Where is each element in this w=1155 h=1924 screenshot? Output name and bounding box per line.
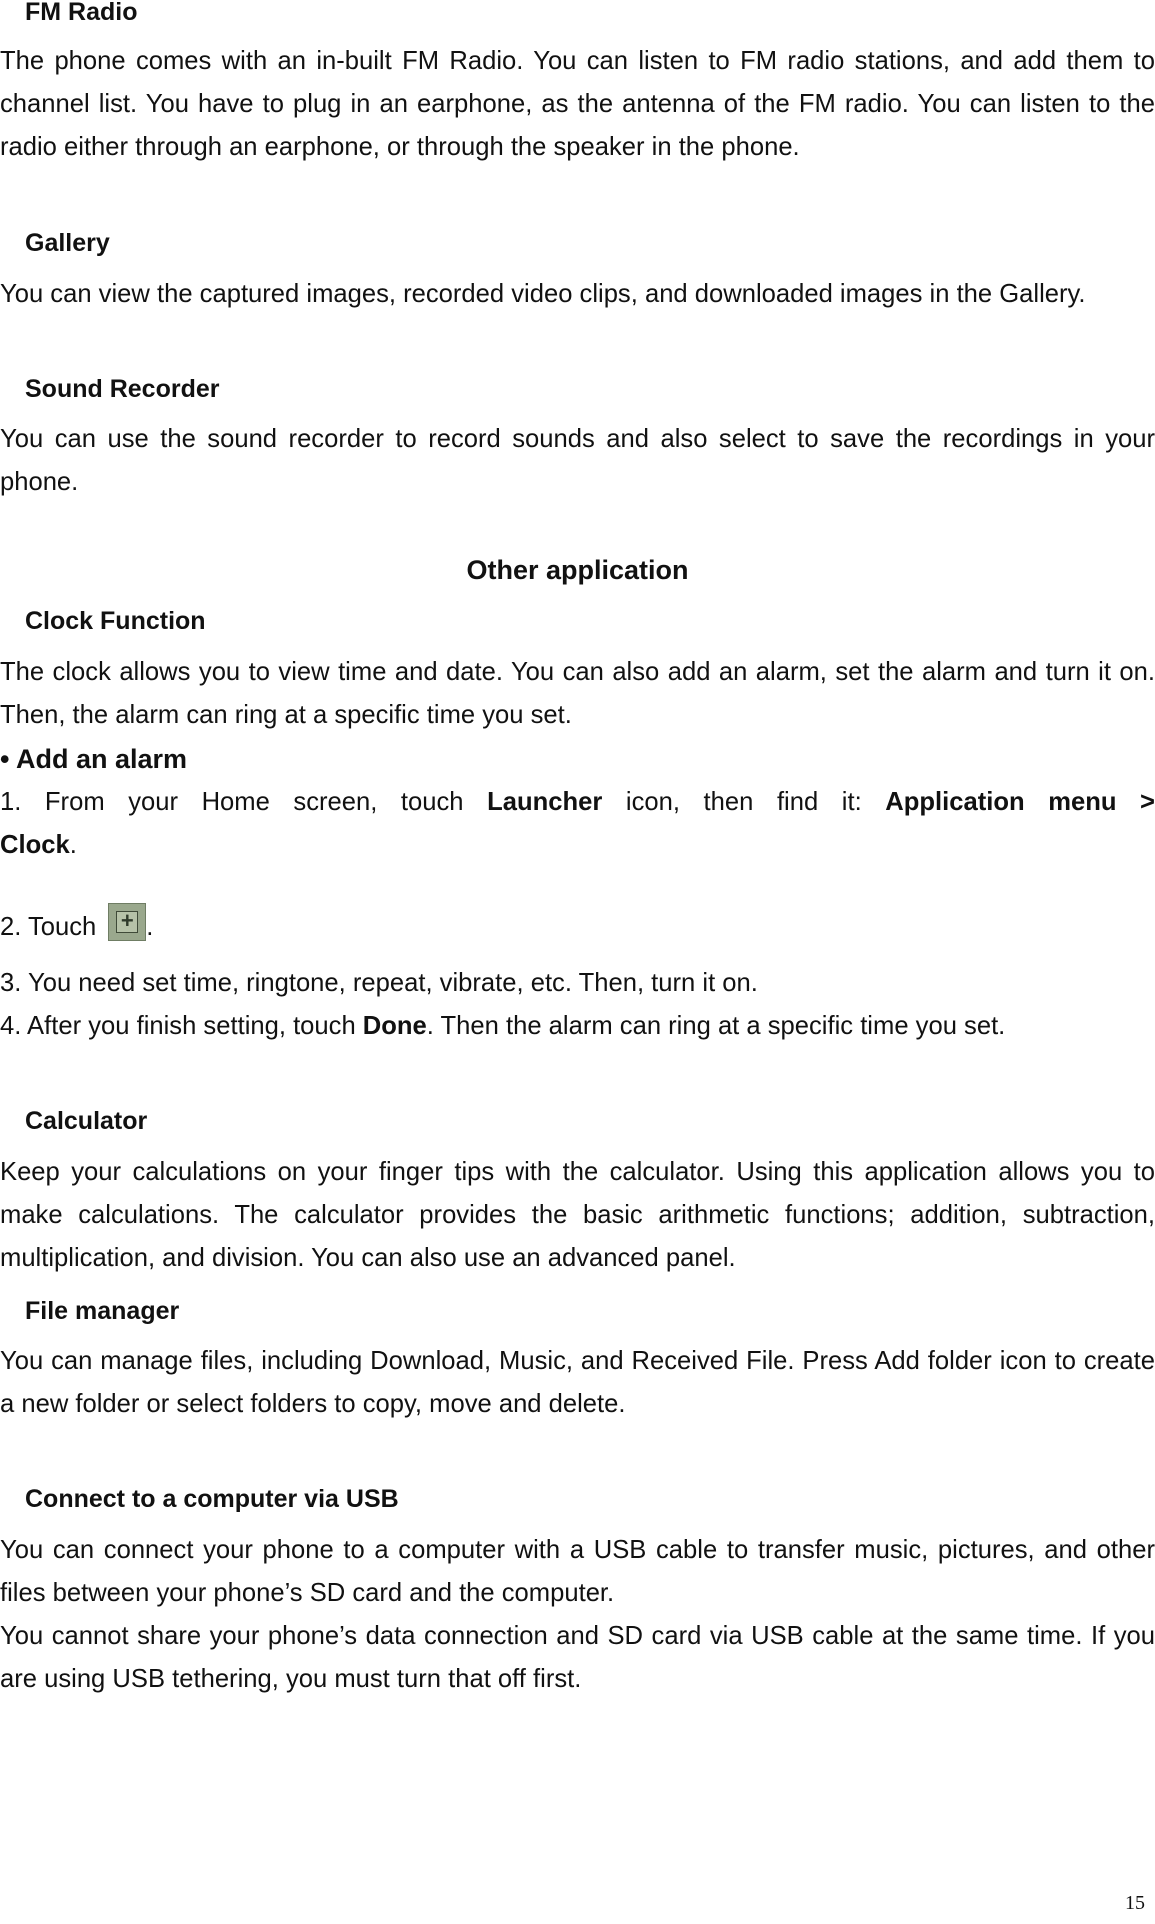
step1-menu: Application menu >: [885, 788, 1155, 816]
usb-heading: Connect to a computer via USB: [25, 1485, 399, 1513]
step4-end: . Then the alarm can ring at a specific time you set.: [426, 1012, 1006, 1040]
fm-radio-paragraph: The phone comes with an in-built FM Radio. You can listen to FM radio stations, and add them to channel list. You have to plug in an earphone, as the antenna of the FM radio. You can listen to the radio either through an earphone, or through the speaker in the phone.: [0, 47, 1155, 161]
file-manager-paragraph: You can manage files, including Download, Music, and Received File. Press Add folder icon to create a new folder or select folders to copy, move and delete.: [0, 1347, 1155, 1418]
add-alarm-icon: [108, 903, 146, 941]
clock-step-1-cont: [0, 824, 77, 867]
usb-paragraph-1: You can connect your phone to a computer with a USB cable to transfer music, pictures, and other files between your phone’s SD card and the computer.: [0, 1536, 1155, 1607]
step2-end: .: [146, 913, 154, 941]
gallery-heading: Gallery: [25, 229, 110, 257]
sound-recorder-heading: Sound Recorder: [25, 375, 220, 403]
calculator-heading: Calculator: [25, 1107, 148, 1135]
step2-text: 2. Touch: [0, 913, 97, 941]
sound-recorder-paragraph: You can use the sound recorder to record sounds and also select to save the recordings in your phone.: [0, 425, 1155, 496]
gallery-paragraph: You can view the captured images, recorded video clips, and downloaded images in the Gallery.: [0, 280, 1086, 308]
file-manager-heading: File manager: [25, 1297, 180, 1325]
step1-clock: Clock: [0, 831, 70, 859]
usb-paragraph-2: You cannot share your phone’s data connection and SD card via USB cable at the same time. If you are using USB tethering, you must turn that off first.: [0, 1622, 1155, 1693]
clock-heading: Clock Function: [25, 607, 206, 635]
step1-launcher: Launcher: [487, 788, 603, 816]
page-number: 15: [1125, 1892, 1145, 1914]
step1-end: .: [69, 831, 77, 859]
step1-mid: icon, then find it:: [602, 788, 886, 816]
other-application-title: Other application: [466, 555, 689, 585]
step4-pre: 4. After you finish setting, touch: [0, 1012, 363, 1040]
clock-step-2: [0, 903, 153, 949]
clock-step-1-line: [0, 781, 1155, 824]
add-alarm-bullet: • Add an alarm: [0, 744, 187, 774]
clock-step-3: 3. You need set time, ringtone, repeat, vibrate, etc. Then, turn it on.: [0, 969, 758, 997]
clock-paragraph: The clock allows you to view time and date. You can also add an alarm, set the alarm and turn it on. Then, the alarm can ring at a specific time you set.: [0, 658, 1155, 729]
step1-text: 1. From your Home screen, touch: [0, 788, 488, 816]
calculator-paragraph: Keep your calculations on your finger tips with the calculator. Using this application allows you to make calculations. The calculator provides the basic arithmetic functions; addition, subtraction, multiplication, and division. You can also use an advanced panel.: [0, 1158, 1155, 1272]
clock-step-4: [0, 1005, 1005, 1048]
fm-radio-heading: FM Radio: [25, 0, 138, 26]
step4-done: Done: [362, 1012, 427, 1040]
